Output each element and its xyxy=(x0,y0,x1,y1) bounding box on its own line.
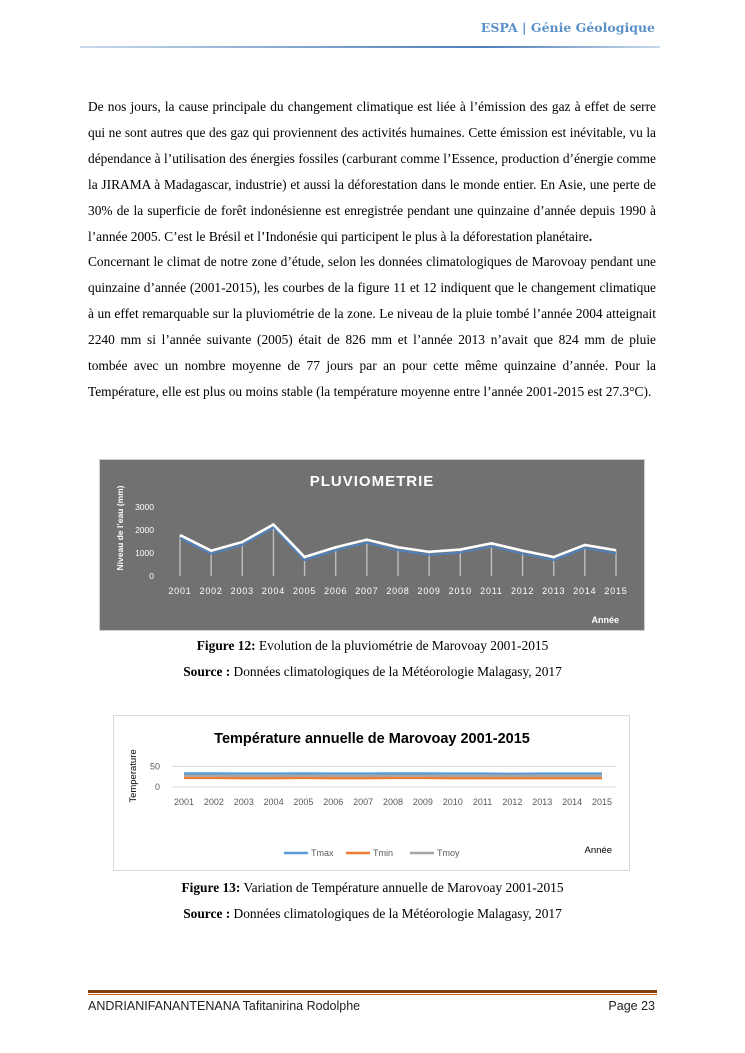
body-text xyxy=(88,94,656,405)
chart1-ytick-label: 1000 xyxy=(135,548,154,558)
header-divider xyxy=(80,46,660,48)
page-header-title: ESPA | Génie Géologique xyxy=(480,20,655,35)
chart1-xtick-label: 2009 xyxy=(417,586,441,596)
chart1-xtick-label: 2007 xyxy=(355,586,379,596)
temperature-chart-svg xyxy=(114,716,631,872)
paragraph-2: Concernant le climat de notre zone d’étude, selon les données climatologiques de Marovoay pendant une quinzaine d’année (2001-2015), les courbes de la figure 11 et 12 indiquent que le changement climatique à un effet remarquable sur la pluviométrie de la zone. Le niveau de la pluie tombé l’année 2004 atteignait 2240 mm si l’année suivante (2005) était de 826 mm et l’année 2013 n’avait que 824 mm de pluie tombée avec un nombre moyenne de 77 jours par an pour cette même quinzaine d’année. Pour la Température, elle est plus ou moins stable (la température moyenne entre l’année 2001-2015 est 27.3°C). xyxy=(88,254,656,399)
chart2-xtick-label: 2006 xyxy=(323,797,344,807)
figure-13-source-text: Données climatologiques de la Météorologie Malagasy, 2017 xyxy=(230,906,562,921)
chart1-xtick-label: 2002 xyxy=(199,586,223,596)
figure-13-caption xyxy=(0,880,745,896)
temperature-chart xyxy=(113,715,630,871)
chart2-xtick-label: 2012 xyxy=(502,797,523,807)
chart2-xtick-label: 2013 xyxy=(532,797,553,807)
chart1-xtick-label: 2003 xyxy=(230,586,254,596)
figure-13-source-label: Source : xyxy=(183,906,231,921)
figure-12-source xyxy=(0,664,745,680)
chart1-xtick-label: 2010 xyxy=(448,586,472,596)
chart1-xtick-label: 2006 xyxy=(324,586,348,596)
chart1-xtick-label: 2012 xyxy=(510,586,535,596)
chart1-xtick-label: 2014 xyxy=(573,586,597,596)
paragraph-1-end: . xyxy=(588,228,593,244)
figure-13-text: Variation de Température annuelle de Marovoay 2001-2015 xyxy=(240,880,564,895)
chart1-xtick-label: 2011 xyxy=(480,586,503,596)
figure-12-label: Figure 12: xyxy=(196,638,256,653)
figure-12-source-label: Source : xyxy=(183,664,231,679)
chart1-ytick-label: 2000 xyxy=(135,525,154,535)
chart2-xtick-label: 2011 xyxy=(472,797,493,807)
chart2-title: Température annuelle de Marovoay 2001-2015 xyxy=(214,731,530,747)
chart2-legend-label: Tmax xyxy=(311,848,334,858)
chart1-xtick-label: 2005 xyxy=(292,586,317,596)
figure-13-source xyxy=(0,906,745,922)
figure-12-source-text: Données climatologiques de la Météorologie Malagasy, 2017 xyxy=(230,664,562,679)
chart1-title: PLUVIOMETRIE xyxy=(309,473,435,490)
chart2-xtick-label: 2004 xyxy=(263,797,284,807)
footer-page-number: Page 23 xyxy=(608,999,655,1013)
paragraph-1 xyxy=(88,94,656,249)
footer-divider xyxy=(88,990,657,993)
chart1-xtick-label: 2015 xyxy=(604,586,628,596)
chart1-ytick-label: 3000 xyxy=(135,502,154,512)
footer-author: ANDRIANIFANANTENANA Tafitanirina Rodolphe xyxy=(88,999,361,1013)
pluviometrie-chart xyxy=(99,459,645,631)
chart2-xtick-label: 2007 xyxy=(353,797,374,807)
chart2-xtick-label: 2005 xyxy=(293,797,314,807)
chart2-xtick-label: 2014 xyxy=(562,797,583,807)
chart1-xlabel: Année xyxy=(591,615,619,625)
chart2-legend-label: Tmoy xyxy=(437,848,460,858)
chart2-xtick-label: 2001 xyxy=(173,797,195,807)
chart2-xtick-label: 2015 xyxy=(591,797,613,807)
chart2-ytick-label: 50 xyxy=(149,761,160,772)
chart1-xtick-label: 2008 xyxy=(386,586,410,596)
pluviometrie-chart-svg xyxy=(100,460,646,632)
chart2-xlabel: Année xyxy=(584,845,612,856)
paragraph-1-text: De nos jours, la cause principale du changement climatique est liée à l’émission des gaz à effet de serre qui ne sont autres que des gaz qui proviennent des activités humaines. Cette émission est inévitable, vu la dépendance à l’utilisation des énergies fossiles (carburant comme l’Essence, production d’énergie comme la JIRAMA à Madagascar, industrie) et aussi la déforestation dans le monde entier. En Asie, une perte de 30% de la superficie de forêt indonésienne est enregistrée pendant une quinzaine d’année depuis 1990 à l’année 2005. C’est le Brésil et l’Indonésie qui participent le plus à la déforestation planétaire xyxy=(88,99,656,244)
chart1-xtick-label: 2013 xyxy=(542,586,566,596)
chart2-legend-label: Tmin xyxy=(373,848,393,858)
chart1-xtick-label: 2001 xyxy=(168,586,192,596)
chart1-ylabel: Niveau de l’eau (mm) xyxy=(115,485,125,571)
footer-divider-thin xyxy=(88,994,657,995)
chart2-xtick-label: 2008 xyxy=(382,797,404,807)
figure-12-caption xyxy=(0,638,745,654)
chart1-xtick-label: 2004 xyxy=(261,586,286,596)
chart2-xtick-label: 2002 xyxy=(203,797,224,807)
chart1-ytick-label: 0 xyxy=(149,571,154,581)
chart2-ylabel: Temperature xyxy=(128,749,139,803)
chart2-xtick-label: 2003 xyxy=(233,797,254,807)
figure-12-text: Evolution de la pluviométrie de Marovoay 2001-2015 xyxy=(255,638,549,653)
chart2-xtick-label: 2009 xyxy=(412,797,433,807)
figure-13-label: Figure 13: xyxy=(181,880,241,895)
chart2-ytick-label: 0 xyxy=(154,782,160,792)
chart2-xtick-label: 2010 xyxy=(442,797,463,807)
